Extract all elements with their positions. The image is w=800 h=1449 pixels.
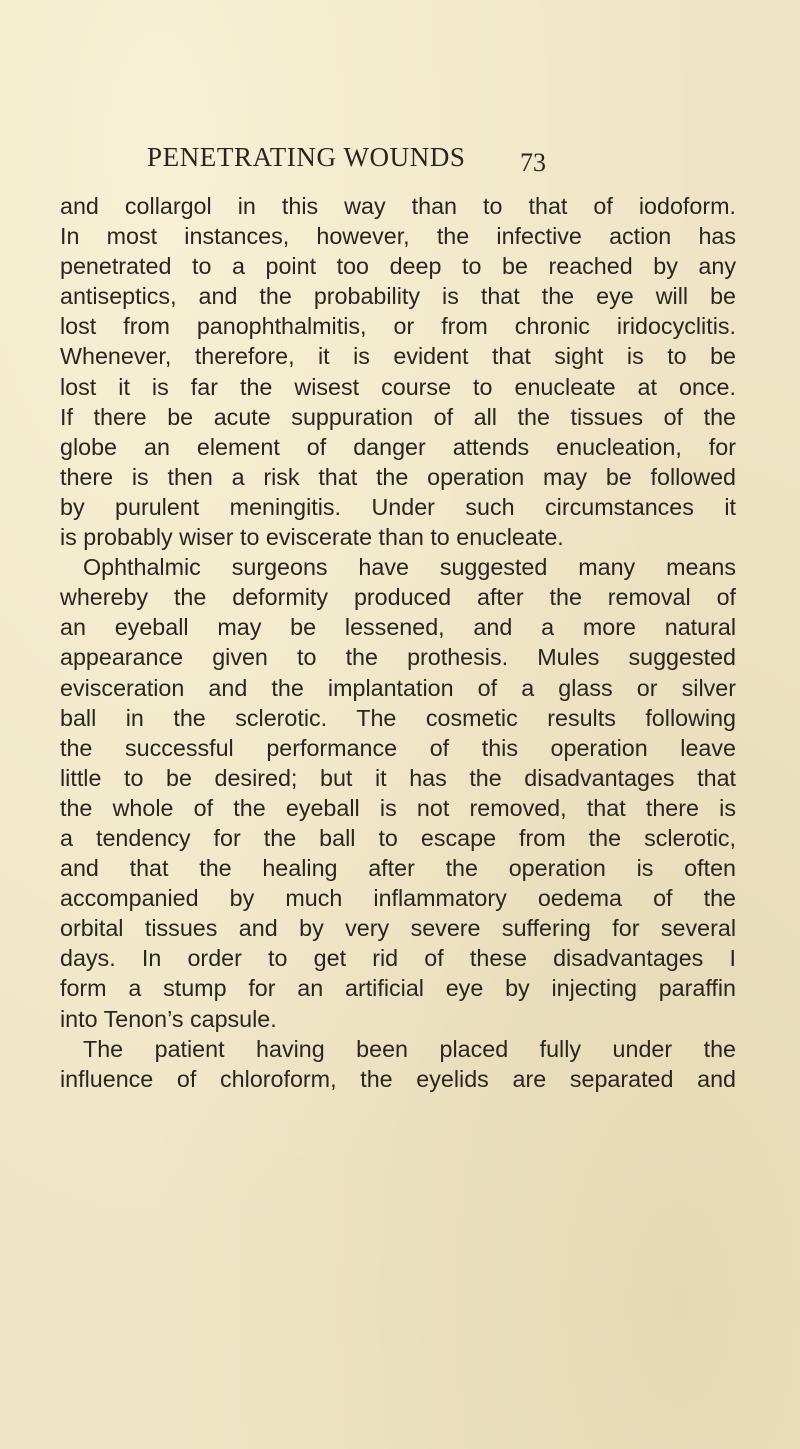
text-line: antiseptics, and the probability is that the eye will be bbox=[60, 283, 736, 310]
text-line: and that the healing after the operation is often bbox=[60, 855, 736, 882]
text-line: into Tenon’s capsule. bbox=[60, 1005, 277, 1032]
text-line: the successful performance of this operation leave bbox=[60, 734, 736, 761]
text-line: the whole of the eyeball is not removed, that there is bbox=[60, 794, 736, 821]
text-line: Ophthalmic surgeons have suggested many means bbox=[83, 554, 736, 581]
text-line: whereby the deformity produced after the removal of bbox=[60, 584, 736, 611]
paragraph-1 bbox=[60, 191, 736, 552]
text-line: globe an element of danger attends enucleation, for bbox=[60, 433, 736, 460]
text-line: Whenever, therefore, it is evident that sight is to be bbox=[60, 343, 736, 370]
text-line: In most instances, however, the infective action has bbox=[60, 223, 736, 250]
text-line: accompanied by much inflammatory oedema of the bbox=[60, 885, 736, 912]
text-line: is probably wiser to eviscerate than to enucleate. bbox=[60, 524, 564, 551]
text-line: lost from panophthalmitis, or from chronic iridocyclitis. bbox=[60, 313, 736, 340]
text-line: a tendency for the ball to escape from the sclerotic, bbox=[60, 824, 736, 851]
text-line: appearance given to the prothesis. Mules suggested bbox=[60, 644, 736, 671]
page-number: 73 bbox=[520, 148, 546, 177]
text-line: If there be acute suppuration of all the tissues of the bbox=[60, 403, 736, 430]
text-line: there is then a risk that the operation may be followed bbox=[60, 463, 736, 490]
paragraph-3 bbox=[60, 1034, 736, 1094]
text-line: by purulent meningitis. Under such circumstances it bbox=[60, 493, 736, 520]
text-line: little to be desired; but it has the disadvantages that bbox=[60, 764, 736, 791]
running-title: PENETRATING WOUNDS bbox=[147, 142, 466, 172]
text-line: orbital tissues and by very severe suffering for several bbox=[60, 915, 736, 942]
text-line: evisceration and the implantation of a glass or silver bbox=[60, 674, 736, 701]
text-line: days. In order to get rid of these disadvantages I bbox=[60, 945, 736, 972]
text-line: ball in the sclerotic. The cosmetic results following bbox=[60, 704, 736, 731]
text-line: and collargol in this way than to that of iodoform. bbox=[60, 193, 736, 219]
text-line: lost it is far the wisest course to enucleate at once. bbox=[60, 373, 736, 400]
text-line: an eyeball may be lessened, and a more natural bbox=[60, 614, 736, 641]
text-line: The patient having been placed fully under the bbox=[83, 1035, 736, 1062]
running-head bbox=[0, 142, 800, 178]
text-line: form a stump for an artificial eye by injecting paraffin bbox=[60, 975, 736, 1002]
text-line: penetrated to a point too deep to be reached by any bbox=[60, 253, 736, 280]
text-line: influence of chloroform, the eyelids are separated and bbox=[60, 1065, 736, 1092]
paragraph-2 bbox=[60, 552, 736, 1034]
body-text bbox=[60, 191, 736, 1094]
